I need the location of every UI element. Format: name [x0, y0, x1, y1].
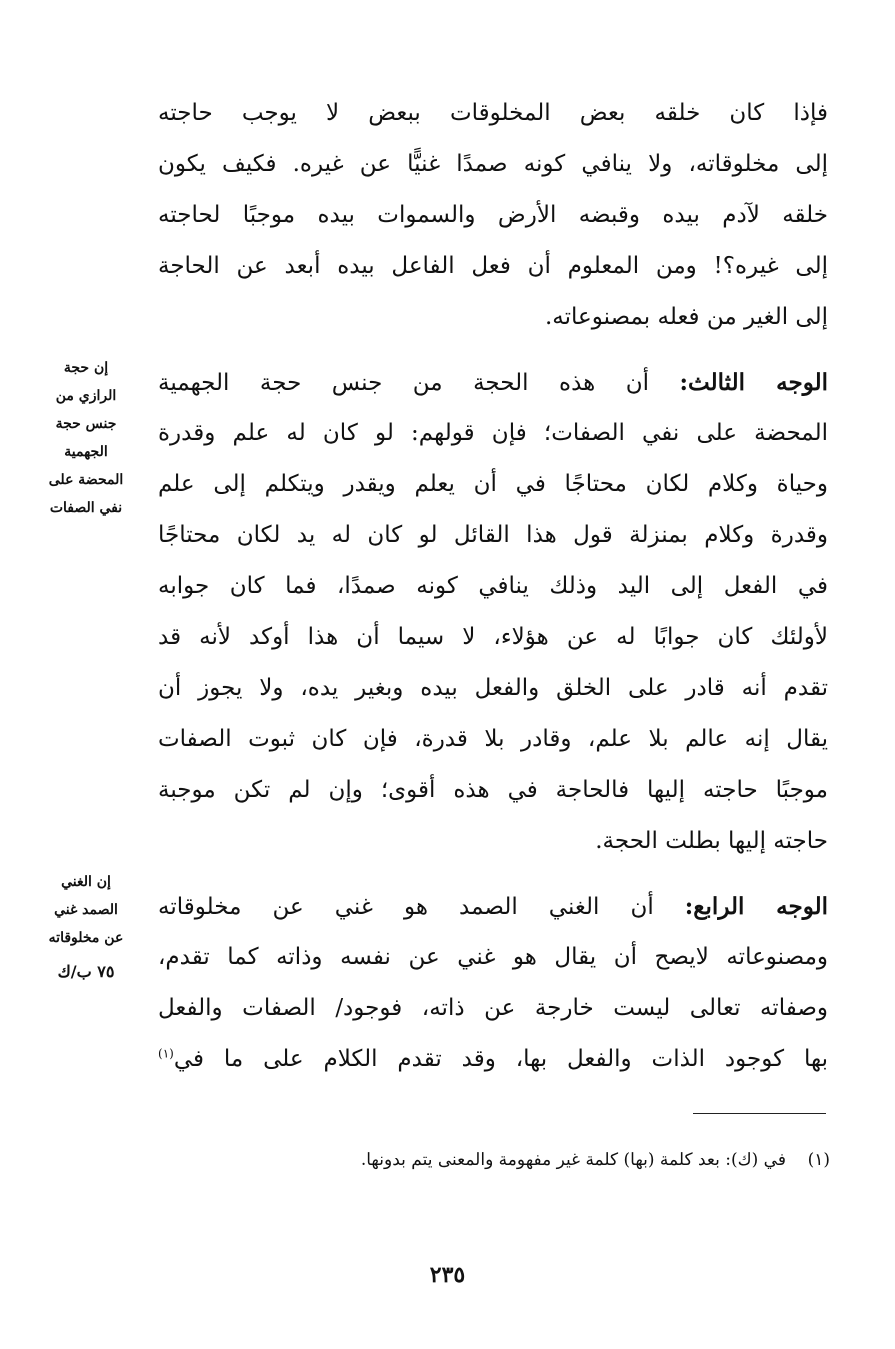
text-line: [158, 357, 828, 408]
text-line: وصفاته تعالى ليست خارجة عن ذاته، فوجود/ الصفات والفعل: [158, 995, 828, 1021]
text-line: [158, 1034, 828, 1085]
footnote-ref[interactable]: (١): [158, 1046, 174, 1061]
footnote-text: في (ك): بعد كلمة (بها) كلمة غير مفهومة والمعنى يتم بدونها.: [360, 1150, 786, 1170]
margin-note-line: الرازي من: [55, 388, 117, 404]
margin-note-ghani: [40, 868, 132, 952]
margin-note-line: جنس حجة: [55, 416, 117, 432]
margin-note-line: المحضة على: [48, 472, 124, 488]
margin-note-line: عن مخلوقاته: [48, 930, 124, 946]
section-heading: الوجه الثالث:: [679, 369, 828, 396]
text-line: لأولئك كان جوابًا له عن هؤلاء، لا سيما أن هذا أوكد لأنه قد: [158, 624, 828, 650]
footnote: [290, 1150, 830, 1170]
text-line: فإذا كان خلقه بعض المخلوقات ببعض لا يوجب حاجته: [158, 100, 828, 126]
text-line: يقال إنه عالم بلا علم، وقادر بلا قدرة، فإن كان ثبوت الصفات: [158, 726, 828, 752]
text-line: إلى غيره؟! ومن المعلوم أن فعل الفاعل بيده أبعد عن الحاجة: [158, 253, 828, 279]
margin-note-line: إن الغني: [61, 874, 111, 890]
text-line: المحضة على نفي الصفات؛ فإن قولهم: لو كان له علم وقدرة: [158, 420, 828, 446]
manuscript-folio: ٧٥ ب/ك: [57, 962, 115, 981]
text-line: [158, 881, 828, 932]
page-number: ٢٣٥: [429, 1262, 466, 1288]
text-line: حاجته إليها بطلت الحجة.: [595, 828, 828, 854]
margin-note-line: إن حجة: [63, 360, 109, 376]
text-line: إلى الغير من فعله بمصنوعاته.: [544, 304, 828, 330]
text-fragment: أن الغني الصمد هو غني عن مخلوقاته: [158, 894, 654, 920]
text-line: ومصنوعاته لايصح أن يقال هو غني عن نفسه وذاته كما تقدم،: [158, 944, 828, 970]
text-line: وقدرة وكلام بمنزلة قول هذا القائل لو كان له يد لكان محتاجًا: [158, 522, 828, 548]
text-line: موجبًا حاجته إليها فالحاجة في هذه أقوى؛ وإن لم تكن موجبة: [158, 777, 828, 803]
text-fragment: أن هذه الحجة من جنس حجة الجهمية: [158, 370, 650, 396]
text-fragment: بها كوجود الذات والفعل بها، وقد تقدم الكلام على ما في: [173, 1046, 828, 1072]
margin-note-line: نفي الصفات: [49, 500, 123, 516]
text-line: تقدم أنه قادر على الخلق والفعل بيده وبغير يده، ولا يجوز أن: [158, 675, 828, 701]
text-line: في الفعل إلى اليد وذلك ينافي كونه صمدًا، فما كان جوابه: [158, 573, 828, 599]
text-line: خلقه لآدم بيده وقبضه الأرض والسموات بيده موجبًا لحاجته: [158, 202, 828, 228]
margin-note-razi: [40, 354, 132, 522]
section-heading: الوجه الرابع:: [684, 893, 828, 920]
margin-note-line: الصمد غني: [54, 902, 118, 918]
footnote-number: (١): [807, 1150, 830, 1170]
main-text-block: [158, 88, 828, 1085]
footnote-divider: [693, 1113, 826, 1114]
text-line: إلى مخلوقاته، ولا ينافي كونه صمدًا غنيًّا عن غيره. فكيف يكون: [158, 151, 828, 177]
margin-note-line: الجهمية: [64, 444, 108, 460]
text-line: وحياة وكلام لكان محتاجًا في أن يعلم ويقدر ويتكلم إلى علم: [158, 471, 828, 497]
